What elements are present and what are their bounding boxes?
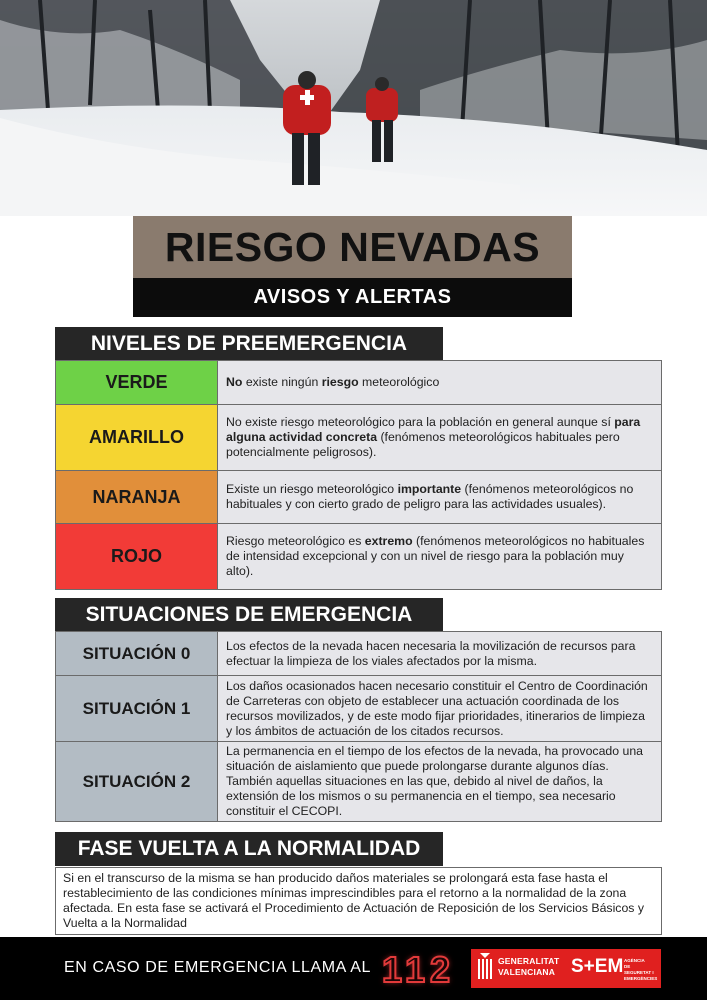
preemergencia-heading: NIVELES DE PREEMERGENCIA	[55, 327, 443, 361]
level-description-part: meteorológico	[358, 375, 440, 389]
situation-name: SITUACIÓN 2	[56, 742, 218, 822]
page-title: RIESGO NEVADAS	[133, 216, 572, 278]
situation-row-0	[56, 632, 662, 676]
level-description-part: para alguna actividad concreta	[226, 415, 641, 444]
level-description	[218, 524, 662, 590]
level-description-part: riesgo	[321, 375, 359, 389]
emergency-call-text: EN CASO DE EMERGENCIA LLAMA AL	[64, 959, 371, 976]
normalidad-heading: FASE VUELTA A LA NORMALIDAD	[55, 832, 443, 866]
sem-logo-subtitle: AGÈNCIA DE SEGURETAT I EMERGÈNCIES	[624, 958, 658, 981]
emergency-number[interactable]: 112	[382, 949, 456, 990]
level-description	[218, 361, 662, 405]
level-description-part: importante	[397, 482, 462, 496]
situation-name: SITUACIÓN 0	[56, 632, 218, 676]
level-row-rojo	[56, 524, 662, 590]
situation-row-2	[56, 742, 662, 822]
level-row-verde	[56, 361, 662, 405]
level-description-part: (fenómenos meteorológicos no habituales y con cierto grado de peligro para las actividades usuales).	[226, 482, 634, 511]
emergencia-heading: SITUACIONES DE EMERGENCIA	[55, 598, 443, 632]
emergencia-table	[55, 631, 662, 822]
situation-row-1	[56, 676, 662, 742]
level-name: VERDE	[56, 361, 218, 405]
level-name: NARANJA	[56, 471, 218, 524]
page-subtitle: AVISOS Y ALERTAS	[133, 278, 572, 317]
situation-description: Los efectos de la nevada hacen necesaria la movilización de recursos para efectuar la limpieza de los viales afectados por la misma.	[218, 632, 662, 676]
generalitat-crest-icon	[477, 953, 493, 984]
level-description-part: Existe un riesgo meteorológico	[226, 482, 398, 496]
level-description-part: extremo	[364, 534, 413, 548]
situation-name: SITUACIÓN 1	[56, 676, 218, 742]
level-description-part: (fenómenos meteorológicos no habituales de intensidad excepcional y con un nivel de riesgo para la población muy alto).	[226, 534, 645, 578]
level-description-part: Riesgo meteorológico es	[226, 534, 365, 548]
level-description-part: No	[226, 375, 243, 389]
footer	[0, 937, 707, 1000]
sem-logo-text: S+EM	[571, 956, 624, 977]
level-name: ROJO	[56, 524, 218, 590]
level-name: AMARILLO	[56, 405, 218, 471]
hero-photo	[0, 0, 707, 216]
level-description-part: No existe riesgo meteorológico para la población en general aunque sí	[226, 415, 615, 429]
level-row-amarillo	[56, 405, 662, 471]
level-description	[218, 471, 662, 524]
agency-logo	[471, 949, 661, 988]
snowy-forest-illustration	[0, 0, 707, 216]
level-row-naranja	[56, 471, 662, 524]
situation-description: Los daños ocasionados hacen necesario constituir el Centro de Coordinación de Carreteras con objeto de establecer una actuación coordinada de los recursos movilizados, y de este modo fijar prioridades, itinerarios de limpieza y los ámbitos de actuación de los citados recursos.	[218, 676, 662, 742]
generalitat-logo-text: GENERALITAT VALENCIANA	[498, 956, 560, 977]
level-description-part: (fenómenos meteorológicos habituales pero potencialmente peligrosos).	[226, 430, 620, 459]
normalidad-text: Si en el transcurso de la misma se han producido daños materiales se prolongará esta fase hasta el restablecimiento de las condiciones mínimas imprescindibles para el retorno a la normalidad de la zona afectada. En esta fase se activará el Procedimiento de Actuación de Reposición de los Servicios Básicos y Vuelta a la Normalidad	[55, 867, 662, 935]
preemergencia-table	[55, 360, 662, 590]
situation-description: La permanencia en el tiempo de los efectos de la nevada, ha provocado una situación de aislamiento que puede prolongarse durante algunos días. También aquellas situaciones en las que, debido al nivel de daños, la extensión de los mismos o su permanencia en el tiempo, sea necesario constituir el CECOPI.	[218, 742, 662, 822]
level-description	[218, 405, 662, 471]
level-description-part: existe ningún	[242, 375, 322, 389]
